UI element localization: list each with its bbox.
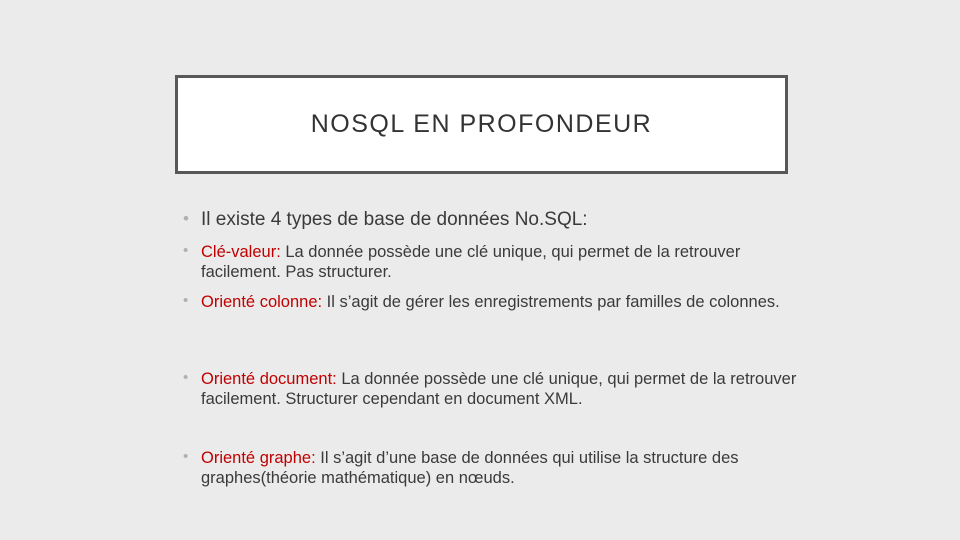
slide-title: NOSQL EN PROFONDEUR bbox=[310, 110, 653, 138]
item-text: La donnée possède une clé unique, qui permet de la retrouver facilement. Structurer cependant en document XML. bbox=[201, 370, 797, 408]
list-item bbox=[183, 242, 821, 282]
item-text: Il s’agit d’une base de données qui utilise la structure des graphes(théorie mathématique) en nœuds. bbox=[201, 449, 739, 487]
bullet-icon: • bbox=[183, 242, 189, 259]
list-item bbox=[183, 448, 821, 488]
bullet-icon: • bbox=[183, 292, 189, 309]
item-text: La donnée possède une clé unique, qui permet de la retrouver facilement. Pas structurer. bbox=[201, 243, 741, 281]
intro-bullet bbox=[183, 208, 841, 232]
item-term: Orienté document: bbox=[201, 370, 337, 388]
item-term: Orienté colonne: bbox=[201, 293, 323, 311]
bullet-icon: • bbox=[183, 209, 189, 228]
title-box bbox=[175, 75, 788, 174]
item-term: Clé-valeur: bbox=[201, 243, 281, 261]
item-text: Il s’agit de gérer les enregistrements par familles de colonnes. bbox=[322, 293, 780, 311]
list-item bbox=[183, 292, 821, 312]
intro-text: Il existe 4 types de base de données No.SQL: bbox=[201, 209, 588, 230]
list-item bbox=[183, 369, 821, 409]
item-term: Orienté graphe: bbox=[201, 449, 316, 467]
bullet-icon: • bbox=[183, 369, 189, 386]
bullet-icon: • bbox=[183, 448, 189, 465]
